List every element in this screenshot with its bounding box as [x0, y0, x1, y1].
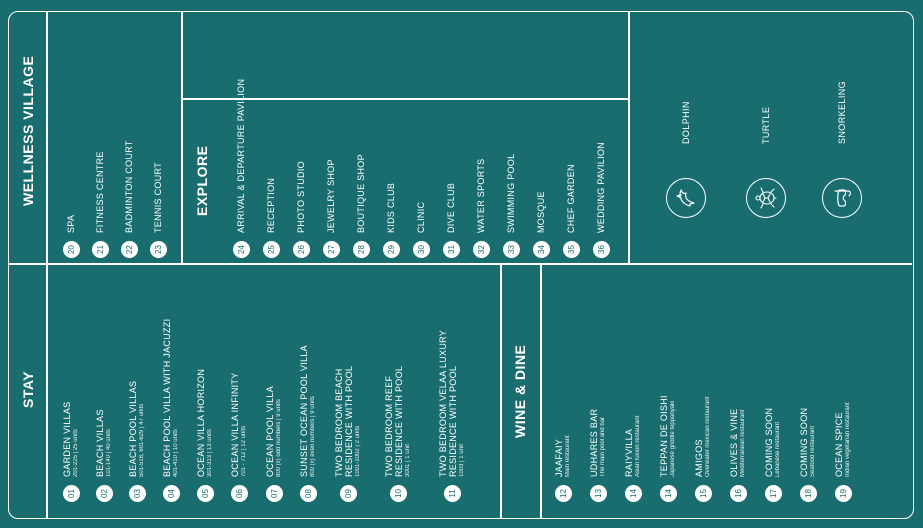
dolphin-icon — [666, 178, 706, 218]
item-name: SUNSET OCEAN POOL VILLA — [299, 345, 309, 477]
item-number: 24 — [233, 241, 250, 258]
marine-label: DOLPHIN — [681, 101, 691, 144]
item-detail: Indian vegetarian restaurant — [845, 402, 851, 477]
item-name: SPA — [66, 214, 76, 233]
marine-turtle — [746, 107, 786, 218]
list-item — [380, 366, 416, 502]
item-detail: 101-140 | 40 units — [106, 429, 112, 477]
item-name: CHEF GARDEN — [566, 164, 576, 233]
item-name: UDHARES BAR — [589, 408, 599, 477]
list-item — [408, 202, 434, 258]
marine-label: TURTLE — [761, 106, 771, 144]
list-item — [124, 381, 150, 502]
list-item — [91, 409, 117, 502]
item-name: CLINIC — [416, 201, 426, 233]
item-name-line-2: RESIDENCE WITH POOL — [448, 365, 458, 477]
item-name: BEACH VILLAS — [95, 409, 105, 477]
stay-heading: STAY — [20, 370, 36, 408]
list-item — [261, 386, 287, 502]
item-number: 01 — [63, 485, 80, 502]
divider-left-right — [9, 264, 912, 266]
marine-label: SNORKELING — [837, 80, 847, 144]
item-detail: 3001 | 1 unit — [405, 444, 411, 477]
marine-snorkeling — [822, 81, 862, 218]
item-name: ARRIVAL & DEPARTURE PAVILION — [236, 78, 246, 233]
item-name: BOUTIQUE SHOP — [356, 154, 366, 233]
item-detail: Lebanese restaurant — [775, 421, 781, 477]
item-number: 02 — [96, 485, 113, 502]
item-detail: Japanese griddle teppanyaki — [670, 400, 676, 477]
item-name: COMING SOON — [764, 407, 774, 477]
item-detail: Main restaurant — [565, 435, 571, 477]
item-number: 35 — [563, 241, 580, 258]
list-item — [468, 159, 494, 258]
item-name: TENNIS COURT — [153, 162, 163, 233]
item-number: 31 — [443, 241, 460, 258]
item-number: 23 — [150, 241, 167, 258]
item-name: BEACH POOL VILLAS — [128, 380, 138, 477]
list-item — [158, 319, 184, 502]
item-name-line-2: RESIDENCE WITH POOL — [344, 365, 354, 477]
list-item — [558, 164, 584, 258]
list-item — [226, 372, 252, 502]
item-name: GARDEN VILLAS — [62, 401, 72, 477]
item-number: 33 — [503, 241, 520, 258]
item-number: 15 — [695, 485, 712, 502]
list-item — [830, 402, 856, 502]
list-item — [690, 397, 716, 502]
item-name: TWO BEDROOM VELAA LUXURY — [438, 329, 448, 477]
item-name: WEDDING PAVILION — [596, 142, 606, 233]
item-name: KIDS CLUB — [386, 182, 396, 233]
item-name: AMIGOS — [694, 439, 704, 477]
wine-dine-heading: WINE & DINE — [512, 344, 528, 438]
item-number: 05 — [197, 485, 214, 502]
item-detail: 800 (x) odd numbers | 9 units — [276, 399, 282, 477]
item-detail: 800 (x) even numbers | 9 units — [310, 396, 316, 477]
explore-heading: EXPLORE — [194, 145, 210, 216]
item-number: 32 — [473, 241, 490, 258]
item-number: 07 — [266, 485, 283, 502]
divider-wine-dine — [500, 265, 502, 518]
item-detail: 301-313 | 13 units — [207, 429, 213, 477]
item-number: 26 — [293, 241, 310, 258]
item-number: 29 — [383, 241, 400, 258]
item-number: 09 — [340, 485, 357, 502]
item-name: TEPPAN DE OISHI — [659, 395, 669, 477]
item-detail: 1001-1002 | 2 units — [355, 425, 361, 477]
list-item — [318, 159, 344, 258]
item-name: FITNESS CENTRE — [95, 151, 105, 233]
list-item — [378, 183, 404, 258]
item-number: 18 — [800, 485, 817, 502]
item-name: RECEPTION — [266, 177, 276, 233]
item-number: 04 — [163, 485, 180, 502]
item-detail: 701 - 712 | 12 units — [241, 425, 247, 477]
item-detail: 201-225 | 25 units — [73, 429, 79, 477]
list-item — [795, 408, 821, 502]
divider-wellness-explore — [181, 12, 183, 264]
item-name: COMING SOON — [799, 407, 809, 477]
turtle-icon — [746, 178, 786, 218]
item-number: 19 — [835, 485, 852, 502]
item-number: 20 — [63, 241, 80, 258]
item-number: 21 — [92, 241, 109, 258]
item-number: 22 — [121, 241, 138, 258]
list-item — [550, 435, 576, 502]
list-item — [295, 345, 321, 502]
item-number: 13 — [590, 485, 607, 502]
list-item — [288, 161, 314, 258]
item-number: 17 — [765, 485, 782, 502]
item-name: TWO BEDROOM REEF — [384, 375, 394, 477]
item-name: BEACH POOL VILLA WITH JACUZZI — [162, 318, 172, 477]
item-detail: Seafood restaurant — [810, 425, 816, 477]
item-name: OLIVES & VINE — [729, 408, 739, 477]
item-name: OCEAN SPICE — [834, 412, 844, 477]
list-item — [58, 215, 84, 258]
item-number: 03 — [129, 485, 146, 502]
item-name: OCEAN VILLA HORIZON — [196, 368, 206, 477]
item-detail: The main pool and bar — [600, 416, 606, 477]
item-name: RAIYVILLA — [624, 428, 634, 477]
list-item — [228, 79, 254, 258]
marine-dolphin — [666, 101, 706, 218]
item-number: 34 — [533, 241, 550, 258]
item-number: 12 — [555, 485, 572, 502]
item-number: 10 — [390, 485, 407, 502]
item-name: TWO BEDROOM BEACH — [334, 368, 344, 477]
item-name: JEWELRY SHOP — [326, 159, 336, 233]
item-number: 14 — [625, 485, 642, 502]
item-name: OCEAN VILLA INFINITY — [230, 372, 240, 477]
item-number: 25 — [263, 241, 280, 258]
list-item — [330, 366, 366, 502]
list-item — [585, 409, 611, 502]
list-item — [588, 142, 614, 258]
divider-wellness-header — [46, 12, 48, 264]
list-item — [528, 191, 554, 258]
divider-stay-header — [46, 265, 48, 518]
list-item — [498, 154, 524, 258]
item-number: 16 — [730, 485, 747, 502]
item-name: MOSQUE — [536, 191, 546, 233]
list-item — [116, 140, 142, 258]
item-number: 11 — [444, 485, 461, 502]
list-item — [58, 402, 84, 502]
list-item — [145, 162, 171, 258]
item-number: 27 — [323, 241, 340, 258]
list-item — [192, 369, 218, 502]
item-name: JAAFAIY — [554, 438, 564, 477]
divider-wine-dine-side — [540, 265, 542, 518]
list-item — [760, 408, 786, 502]
list-item — [434, 330, 470, 502]
item-detail: Mediterranean restaurant — [740, 409, 746, 477]
list-item — [438, 183, 464, 258]
divider-explore-marine — [628, 12, 630, 264]
item-detail: 501-518, 601-629 | 47 units — [139, 403, 145, 477]
wellness-heading: WELLNESS VILLAGE — [20, 55, 36, 206]
list-item — [87, 151, 113, 258]
list-item — [348, 154, 374, 258]
list-item — [655, 395, 681, 502]
item-name: WATER SPORTS — [476, 158, 486, 233]
item-detail: Asian fusion restaurant — [635, 415, 641, 477]
item-detail: 401-410 | 10 units — [173, 429, 179, 477]
item-name: SWIMMING POOL — [506, 153, 516, 233]
item-number: 36 — [593, 241, 610, 258]
item-name: BADMINTON COURT — [124, 140, 134, 233]
item-name: PHOTO STUDIO — [296, 161, 306, 233]
item-number: 08 — [300, 485, 317, 502]
list-item — [725, 409, 751, 502]
item-name: DIVE CLUB — [446, 182, 456, 233]
item-number: 14 — [660, 485, 677, 502]
item-name: OCEAN POOL VILLA — [265, 386, 275, 477]
item-detail: Overwater mexican restaurant — [705, 396, 711, 477]
item-name-line-2: RESIDENCE WITH POOL — [394, 365, 404, 477]
list-item — [620, 416, 646, 502]
item-number: 06 — [231, 485, 248, 502]
item-number: 30 — [413, 241, 430, 258]
item-detail: 1003 | 1 unit — [459, 444, 465, 477]
list-item — [258, 178, 284, 258]
item-number: 28 — [353, 241, 370, 258]
snorkel-mask-icon — [822, 178, 862, 218]
